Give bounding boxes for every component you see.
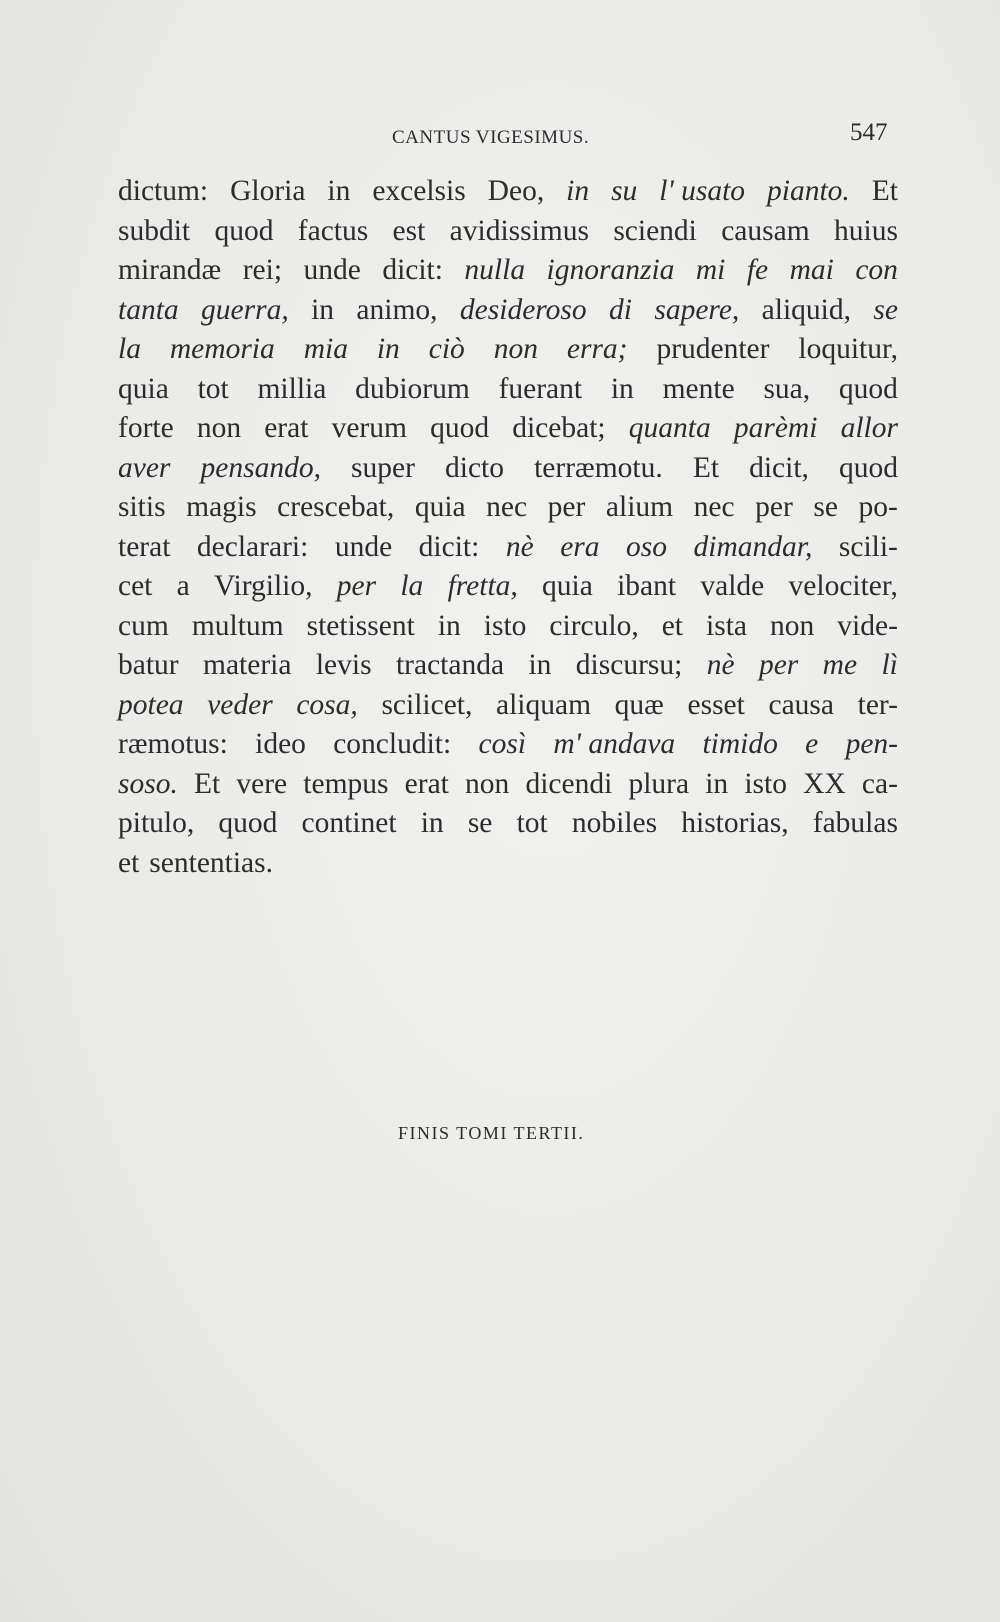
word: animo, — [356, 293, 438, 326]
text-line — [118, 646, 898, 686]
word: se — [467, 807, 493, 839]
word: sententias. — [149, 846, 274, 879]
word: aliquam — [496, 688, 592, 721]
word: loquitur, — [798, 333, 898, 365]
italic-word: mia — [303, 333, 348, 365]
word: quia — [542, 570, 593, 602]
text-line — [118, 251, 898, 291]
word: concludit: — [333, 728, 452, 760]
italic-word: e — [805, 728, 819, 760]
italic-word: desideroso — [459, 293, 587, 326]
word: terat — [118, 530, 171, 563]
word: dictum: — [118, 175, 209, 207]
word: rei; — [242, 254, 283, 286]
italic-word: la — [400, 570, 424, 602]
word: quod — [430, 412, 490, 444]
word: vere — [236, 767, 288, 800]
italic-word: dimandar, — [693, 530, 813, 563]
italic-word: pianto. — [767, 175, 850, 207]
word: super — [351, 451, 415, 484]
word: non — [196, 412, 242, 444]
word: in — [311, 293, 335, 326]
word: dicebat; — [512, 412, 606, 444]
word: in — [437, 609, 461, 642]
italic-word: me — [822, 649, 858, 681]
italic-word: la — [118, 333, 141, 365]
word: Et — [871, 175, 898, 207]
italic-word: allor — [840, 412, 898, 444]
text-line — [118, 330, 898, 370]
word: po- — [858, 491, 898, 523]
word: ter- — [857, 688, 898, 721]
italic-word: soso. — [118, 767, 178, 800]
word: discursu; — [575, 649, 683, 681]
text-line — [118, 409, 898, 449]
word: ca- — [861, 767, 898, 800]
italic-word: fe — [746, 254, 769, 286]
word: est — [392, 214, 426, 247]
italic-word: in — [376, 333, 400, 365]
word: erat — [264, 412, 309, 444]
italic-word: memoria — [169, 333, 275, 365]
italic-word: se — [873, 293, 898, 326]
word: valde — [700, 570, 765, 602]
word: tot — [197, 372, 229, 405]
italic-word: l' usato — [659, 175, 746, 207]
word: quod — [838, 372, 898, 405]
text-line — [118, 528, 898, 568]
word: historias, — [681, 807, 789, 839]
word: fuerant — [498, 372, 583, 405]
text-line — [118, 844, 898, 884]
word: huius — [834, 214, 898, 247]
word: quod — [214, 214, 274, 247]
italic-word: guerra, — [201, 293, 289, 326]
italic-word: nulla — [464, 254, 526, 286]
italic-word: ignoranzia — [546, 254, 675, 286]
word: verum — [331, 412, 407, 444]
italic-word: mi — [695, 254, 726, 286]
italic-word: veder — [207, 688, 273, 721]
word: et — [118, 846, 140, 879]
italic-word: timido — [702, 728, 778, 760]
word: vide- — [837, 609, 898, 642]
text-line — [118, 725, 898, 765]
word: se — [813, 491, 838, 523]
word: esset — [687, 688, 745, 721]
word: multum — [191, 609, 284, 642]
italic-word: pen- — [845, 728, 898, 760]
word: cum — [118, 609, 169, 642]
word: sua, — [763, 372, 811, 405]
word: mirandæ — [118, 254, 222, 286]
body-text — [118, 172, 898, 883]
word: non — [465, 767, 510, 800]
italic-word: nè — [505, 530, 534, 563]
word: dicto — [445, 451, 505, 484]
word: causa — [768, 688, 834, 721]
word: nec — [486, 491, 528, 523]
word: Deo, — [487, 175, 545, 207]
word: terræmotu. — [534, 451, 663, 484]
word: tractanda — [395, 649, 505, 681]
word: sitis — [118, 491, 166, 523]
word: Virgilio, — [214, 570, 313, 602]
italic-word: nè — [706, 649, 735, 681]
running-title: CANTUS VIGESIMUS. — [392, 127, 590, 148]
word: subdit — [118, 214, 191, 247]
italic-word: quanta — [628, 412, 711, 444]
word: factus — [297, 214, 369, 247]
page-number: 547 — [850, 119, 888, 146]
italic-word: in — [566, 175, 590, 207]
italic-word: tanta — [118, 293, 179, 326]
word: forte — [118, 412, 174, 444]
word: Et — [194, 767, 221, 800]
italic-word: per — [336, 570, 377, 602]
italic-word: così — [478, 728, 527, 760]
word: ideo — [255, 728, 306, 760]
word: in — [528, 649, 552, 681]
word: aliquid, — [761, 293, 851, 326]
word: in — [610, 372, 634, 405]
italic-word: pensando, — [200, 451, 321, 484]
word: in — [705, 767, 729, 800]
word: crescebat, — [277, 491, 395, 523]
word: tot — [516, 807, 548, 839]
word: a — [176, 570, 190, 602]
word: per — [755, 491, 793, 523]
text-line — [118, 449, 898, 489]
word: unde — [303, 254, 361, 286]
word: dicit: — [418, 530, 480, 563]
word: non — [770, 609, 815, 642]
text-line — [118, 765, 898, 805]
italic-word: erra; — [566, 333, 628, 365]
word: XX — [803, 767, 846, 800]
word: plura — [628, 767, 690, 800]
italic-word: oso — [626, 530, 668, 563]
text-line — [118, 607, 898, 647]
word: Gloria — [230, 175, 306, 207]
word: et — [661, 609, 684, 642]
word: ræmotus: — [118, 728, 228, 760]
italic-word: fretta, — [447, 570, 518, 602]
word: prudenter — [656, 333, 770, 365]
word: continet — [301, 807, 397, 839]
word: millia — [257, 372, 327, 405]
text-line — [118, 567, 898, 607]
italic-word: su — [611, 175, 638, 207]
word: tempus — [303, 767, 389, 800]
word: fabulas — [812, 807, 898, 839]
text-line — [118, 370, 898, 410]
word: ibant — [617, 570, 677, 602]
word: circulo, — [549, 609, 639, 642]
italic-word: mai — [789, 254, 834, 286]
word: scilicet, — [381, 688, 473, 721]
italic-word: potea — [118, 688, 184, 721]
word: quod — [839, 451, 898, 484]
word: quæ — [614, 688, 664, 721]
word: cet — [118, 570, 153, 602]
word: declarari: — [196, 530, 309, 563]
word: causam — [721, 214, 810, 247]
italic-word: per — [758, 649, 799, 681]
italic-word: cosa, — [296, 688, 358, 721]
word: materia — [203, 649, 292, 681]
word: excelsis — [372, 175, 466, 207]
word: dicendi — [525, 767, 613, 800]
italic-word: con — [855, 254, 898, 286]
word: sciendi — [613, 214, 697, 247]
word: scili- — [838, 530, 898, 563]
italic-word: di — [609, 293, 632, 326]
word: quod — [218, 807, 278, 839]
italic-word: ciò — [428, 333, 465, 365]
word: avidissimus — [449, 214, 589, 247]
italic-word: non — [493, 333, 538, 365]
text-line — [118, 488, 898, 528]
word: stetissent — [306, 609, 415, 642]
word: Et — [692, 451, 720, 484]
word: erat — [404, 767, 449, 800]
word: isto — [483, 609, 527, 642]
word: in — [420, 807, 444, 839]
word: levis — [315, 649, 372, 681]
italic-word: era — [560, 530, 600, 563]
text-line — [118, 291, 898, 331]
word: dicit: — [382, 254, 443, 286]
word: mente — [662, 372, 735, 405]
word: per — [547, 491, 586, 523]
word: magis — [186, 491, 257, 523]
italic-word: sapere, — [654, 293, 740, 326]
word: alium — [605, 491, 674, 523]
text-line — [118, 172, 898, 212]
word: unde — [334, 530, 393, 563]
word: nobiles — [571, 807, 658, 839]
word: quia — [414, 491, 466, 523]
word: dubiorum — [355, 372, 470, 405]
text-line — [118, 804, 898, 844]
italic-word: parèmi — [733, 412, 818, 444]
word: ista — [706, 609, 747, 642]
word: in — [327, 175, 351, 207]
closing-line: FINIS TOMI TERTII. — [398, 1123, 585, 1143]
word: quia — [118, 372, 169, 405]
word: nec — [693, 491, 735, 523]
word: dicit, — [749, 451, 809, 484]
word: isto — [744, 767, 787, 800]
italic-word: aver — [118, 451, 171, 484]
word: batur — [118, 649, 179, 681]
text-line — [118, 686, 898, 726]
word: velociter, — [788, 570, 898, 602]
italic-word: lì — [881, 649, 898, 681]
word: pitulo, — [118, 807, 195, 839]
italic-word: m' andava — [553, 728, 676, 760]
text-line — [118, 212, 898, 252]
